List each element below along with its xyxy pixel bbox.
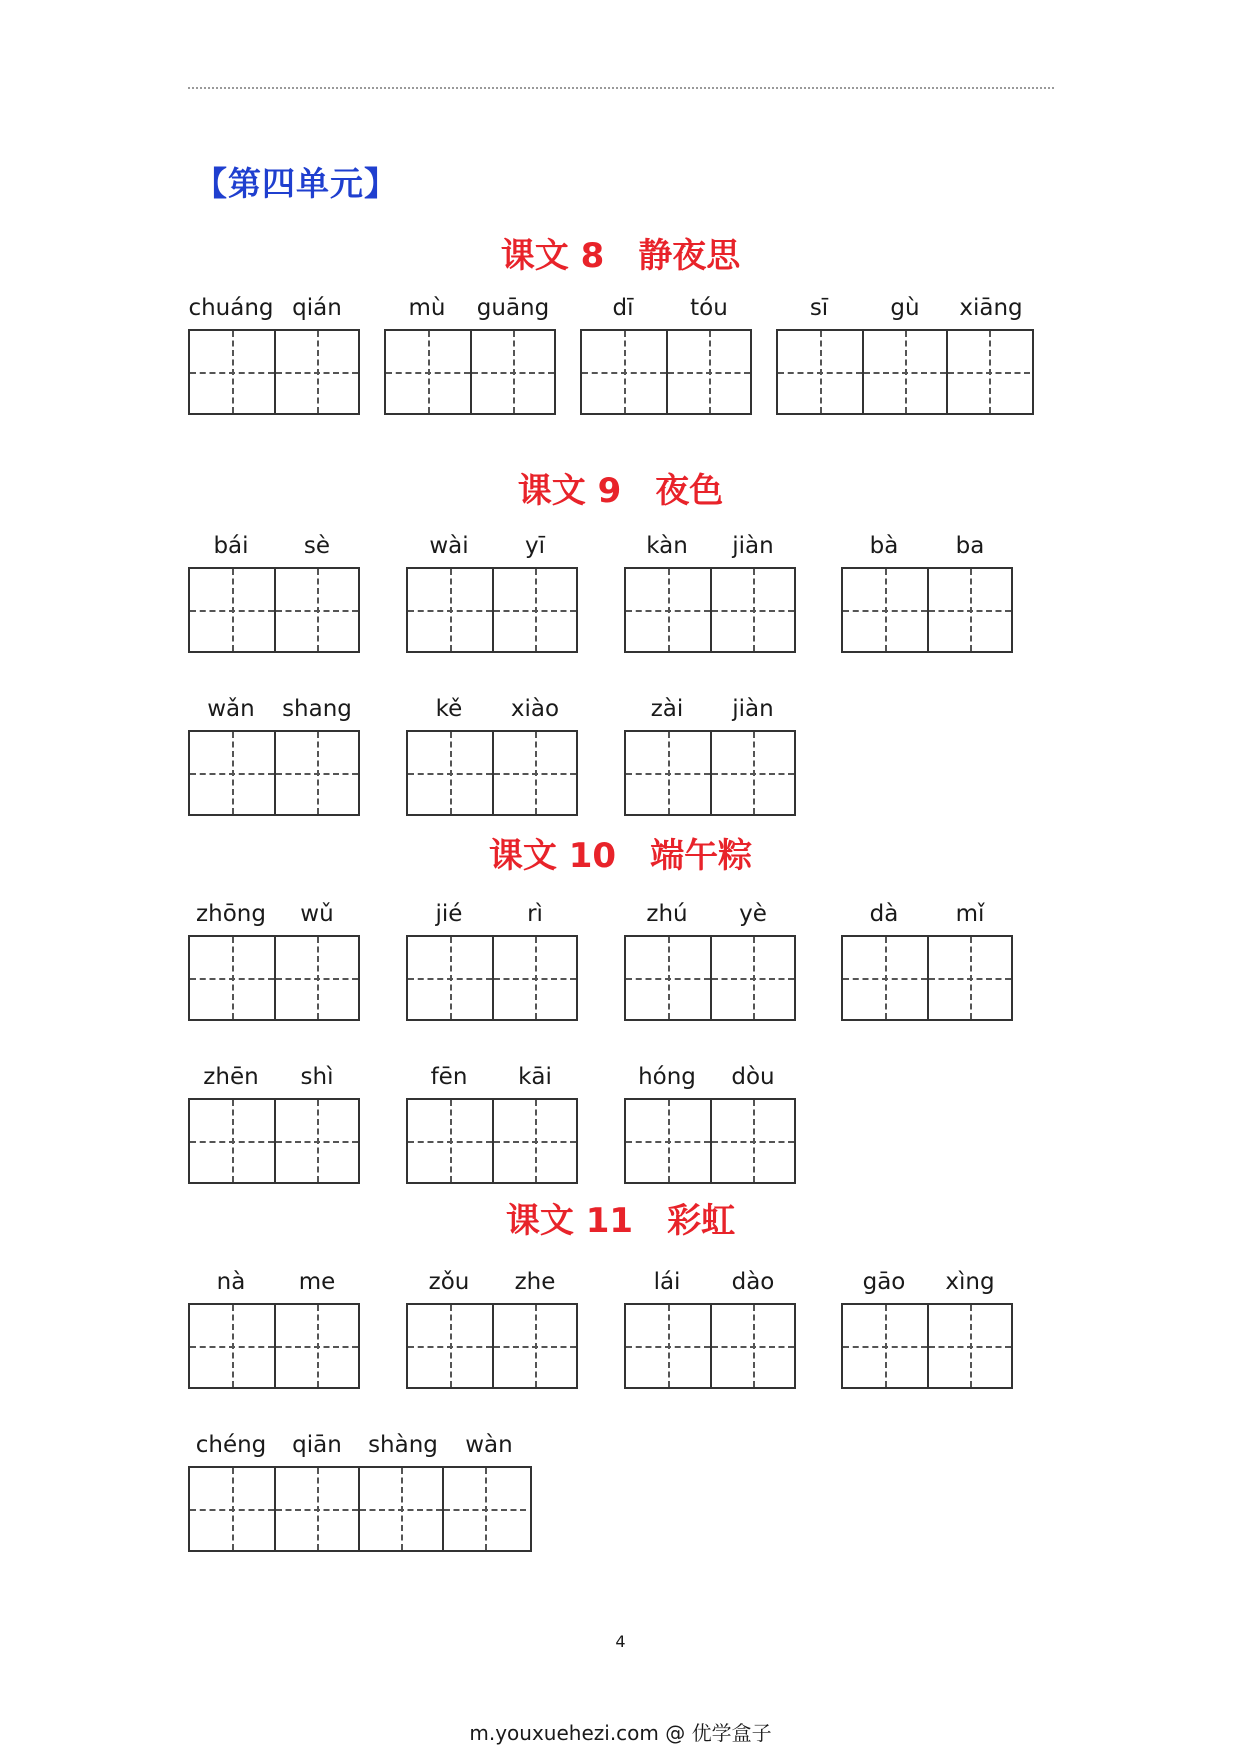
tianzige-cell[interactable] [710, 1100, 794, 1182]
word-item [188, 696, 360, 826]
writing-grid [406, 1098, 578, 1184]
tianzige-cell[interactable] [626, 937, 710, 1019]
writing-grid [776, 329, 1034, 415]
tianzige-cell[interactable] [190, 937, 274, 1019]
unit-heading: 【第四单元】 [194, 164, 398, 203]
writing-grid [188, 329, 360, 415]
tianzige-cell[interactable] [710, 937, 794, 1019]
pinyin-label: chéng [195, 1432, 267, 1458]
lesson-title: 课文 11 彩虹 [505, 1201, 736, 1241]
pinyin-label: dào [731, 1269, 775, 1295]
pinyin-label: shì [300, 1064, 334, 1090]
tianzige-cell[interactable] [492, 1305, 576, 1387]
tianzige-cell[interactable] [190, 1305, 274, 1387]
pinyin-label: mù [408, 295, 446, 321]
pinyin-label: gù [890, 295, 920, 321]
tianzige-cell[interactable] [274, 569, 358, 651]
pinyin-label: xiào [510, 696, 560, 722]
tianzige-cell[interactable] [666, 331, 750, 413]
tianzige-cell[interactable] [626, 732, 710, 814]
tianzige-cell[interactable] [946, 331, 1030, 413]
writing-grid [188, 1098, 360, 1184]
pinyin-label: shàng [368, 1432, 438, 1458]
pinyin-label: jiàn [732, 533, 774, 559]
tianzige-cell[interactable] [626, 569, 710, 651]
pinyin-label: mǐ [955, 901, 985, 927]
word-item [406, 901, 578, 1031]
tianzige-cell[interactable] [408, 1305, 492, 1387]
page-number: 4 [615, 1632, 626, 1651]
writing-grid [624, 1098, 796, 1184]
pinyin-label: yī [524, 533, 545, 559]
pinyin-label: qián [292, 295, 342, 321]
word-item [384, 295, 556, 425]
writing-grid [841, 567, 1013, 653]
tianzige-cell[interactable] [274, 1468, 358, 1550]
writing-grid [624, 567, 796, 653]
word-item [406, 1064, 578, 1194]
writing-grid [188, 1466, 532, 1552]
tianzige-cell[interactable] [710, 732, 794, 814]
tianzige-cell[interactable] [843, 1305, 927, 1387]
writing-grid [406, 1303, 578, 1389]
tianzige-cell[interactable] [408, 1100, 492, 1182]
tianzige-cell[interactable] [492, 732, 576, 814]
tianzige-cell[interactable] [626, 1305, 710, 1387]
writing-grid [841, 935, 1013, 1021]
tianzige-cell[interactable] [492, 1100, 576, 1182]
pinyin-label: wǔ [300, 901, 334, 927]
pinyin-label: dòu [731, 1064, 775, 1090]
writing-grid [624, 1303, 796, 1389]
pinyin-label: bà [869, 533, 899, 559]
word-item [624, 696, 796, 826]
tianzige-cell[interactable] [927, 1305, 1011, 1387]
tianzige-cell[interactable] [190, 1468, 274, 1550]
tianzige-cell[interactable] [274, 937, 358, 1019]
word-item [406, 1269, 578, 1399]
pinyin-label: jié [435, 901, 463, 927]
pinyin-label: wài [429, 533, 469, 559]
tianzige-cell[interactable] [710, 569, 794, 651]
tianzige-cell[interactable] [492, 937, 576, 1019]
tianzige-cell[interactable] [274, 732, 358, 814]
pinyin-label: ba [955, 533, 985, 559]
writing-grid [188, 730, 360, 816]
writing-grid [384, 329, 556, 415]
word-item [841, 1269, 1013, 1399]
header-dotted-rule [188, 87, 1054, 89]
tianzige-cell[interactable] [492, 569, 576, 651]
pinyin-label: zǒu [428, 1269, 470, 1295]
pinyin-label: fēn [430, 1064, 468, 1090]
word-item [776, 295, 1034, 425]
pinyin-label: zhú [646, 901, 688, 927]
lesson-title: 课文 9 夜色 [517, 471, 724, 511]
pinyin-label: jiàn [732, 696, 774, 722]
tianzige-cell[interactable] [190, 732, 274, 814]
pinyin-label: shang [282, 696, 352, 722]
pinyin-label: tóu [690, 295, 728, 321]
pinyin-label: sī [809, 295, 829, 321]
word-item [624, 1064, 796, 1194]
word-item [624, 901, 796, 1031]
pinyin-label: xiāng [959, 295, 1023, 321]
tianzige-cell[interactable] [582, 331, 666, 413]
pinyin-label: guāng [476, 295, 550, 321]
word-item [188, 901, 360, 1031]
pinyin-label: zhēn [203, 1064, 259, 1090]
word-item [624, 533, 796, 663]
pinyin-label: me [298, 1269, 336, 1295]
tianzige-cell[interactable] [843, 937, 927, 1019]
pinyin-label: lái [653, 1269, 681, 1295]
pinyin-label: sè [303, 533, 331, 559]
writing-grid [841, 1303, 1013, 1389]
pinyin-label: kāi [518, 1064, 552, 1090]
tianzige-cell[interactable] [710, 1305, 794, 1387]
writing-grid [406, 935, 578, 1021]
tianzige-cell[interactable] [408, 569, 492, 651]
pinyin-label: qiān [292, 1432, 342, 1458]
footer-source: m.youxuehezi.com @ 优学盒子 [469, 1721, 772, 1745]
tianzige-cell[interactable] [190, 331, 274, 413]
word-item [188, 1432, 532, 1562]
pinyin-label: kàn [646, 533, 688, 559]
tianzige-cell[interactable] [274, 1100, 358, 1182]
word-item [624, 1269, 796, 1399]
word-item [188, 1269, 360, 1399]
writing-grid [188, 935, 360, 1021]
word-item [841, 901, 1013, 1031]
pinyin-label: chuáng [188, 295, 274, 321]
writing-grid [406, 730, 578, 816]
tianzige-cell[interactable] [274, 1305, 358, 1387]
pinyin-label: zhōng [196, 901, 266, 927]
word-item [188, 1064, 360, 1194]
pinyin-label: dà [869, 901, 899, 927]
writing-grid [188, 1303, 360, 1389]
pinyin-label: zhe [514, 1269, 556, 1295]
writing-grid [624, 935, 796, 1021]
tianzige-cell[interactable] [626, 1100, 710, 1182]
lesson-title: 课文 10 端午粽 [488, 836, 753, 876]
word-item [188, 533, 360, 663]
word-item [406, 533, 578, 663]
pinyin-label: zài [650, 696, 684, 722]
word-item [841, 533, 1013, 663]
writing-grid [188, 567, 360, 653]
tianzige-cell[interactable] [386, 331, 470, 413]
word-item [406, 696, 578, 826]
lesson-title: 课文 8 静夜思 [500, 236, 741, 276]
tianzige-cell[interactable] [927, 569, 1011, 651]
writing-grid [624, 730, 796, 816]
tianzige-cell[interactable] [442, 1468, 526, 1550]
tianzige-cell[interactable] [358, 1468, 442, 1550]
pinyin-label: gāo [862, 1269, 906, 1295]
tianzige-cell[interactable] [843, 569, 927, 651]
tianzige-cell[interactable] [778, 331, 862, 413]
tianzige-cell[interactable] [408, 732, 492, 814]
pinyin-label: wǎn [207, 696, 255, 722]
tianzige-cell[interactable] [470, 331, 554, 413]
pinyin-label: bái [213, 533, 249, 559]
pinyin-label: dī [612, 295, 634, 321]
pinyin-label: kě [435, 696, 463, 722]
word-item [580, 295, 752, 425]
writing-grid [406, 567, 578, 653]
pinyin-label: wàn [465, 1432, 513, 1458]
pinyin-label: rì [527, 901, 543, 927]
tianzige-cell[interactable] [190, 569, 274, 651]
pinyin-label: xìng [945, 1269, 995, 1295]
word-item [188, 295, 360, 425]
tianzige-cell[interactable] [408, 937, 492, 1019]
tianzige-cell[interactable] [274, 331, 358, 413]
pinyin-label: hóng [638, 1064, 696, 1090]
pinyin-label: yè [739, 901, 767, 927]
writing-grid [580, 329, 752, 415]
pinyin-label: nà [216, 1269, 246, 1295]
tianzige-cell[interactable] [190, 1100, 274, 1182]
tianzige-cell[interactable] [862, 331, 946, 413]
tianzige-cell[interactable] [927, 937, 1011, 1019]
